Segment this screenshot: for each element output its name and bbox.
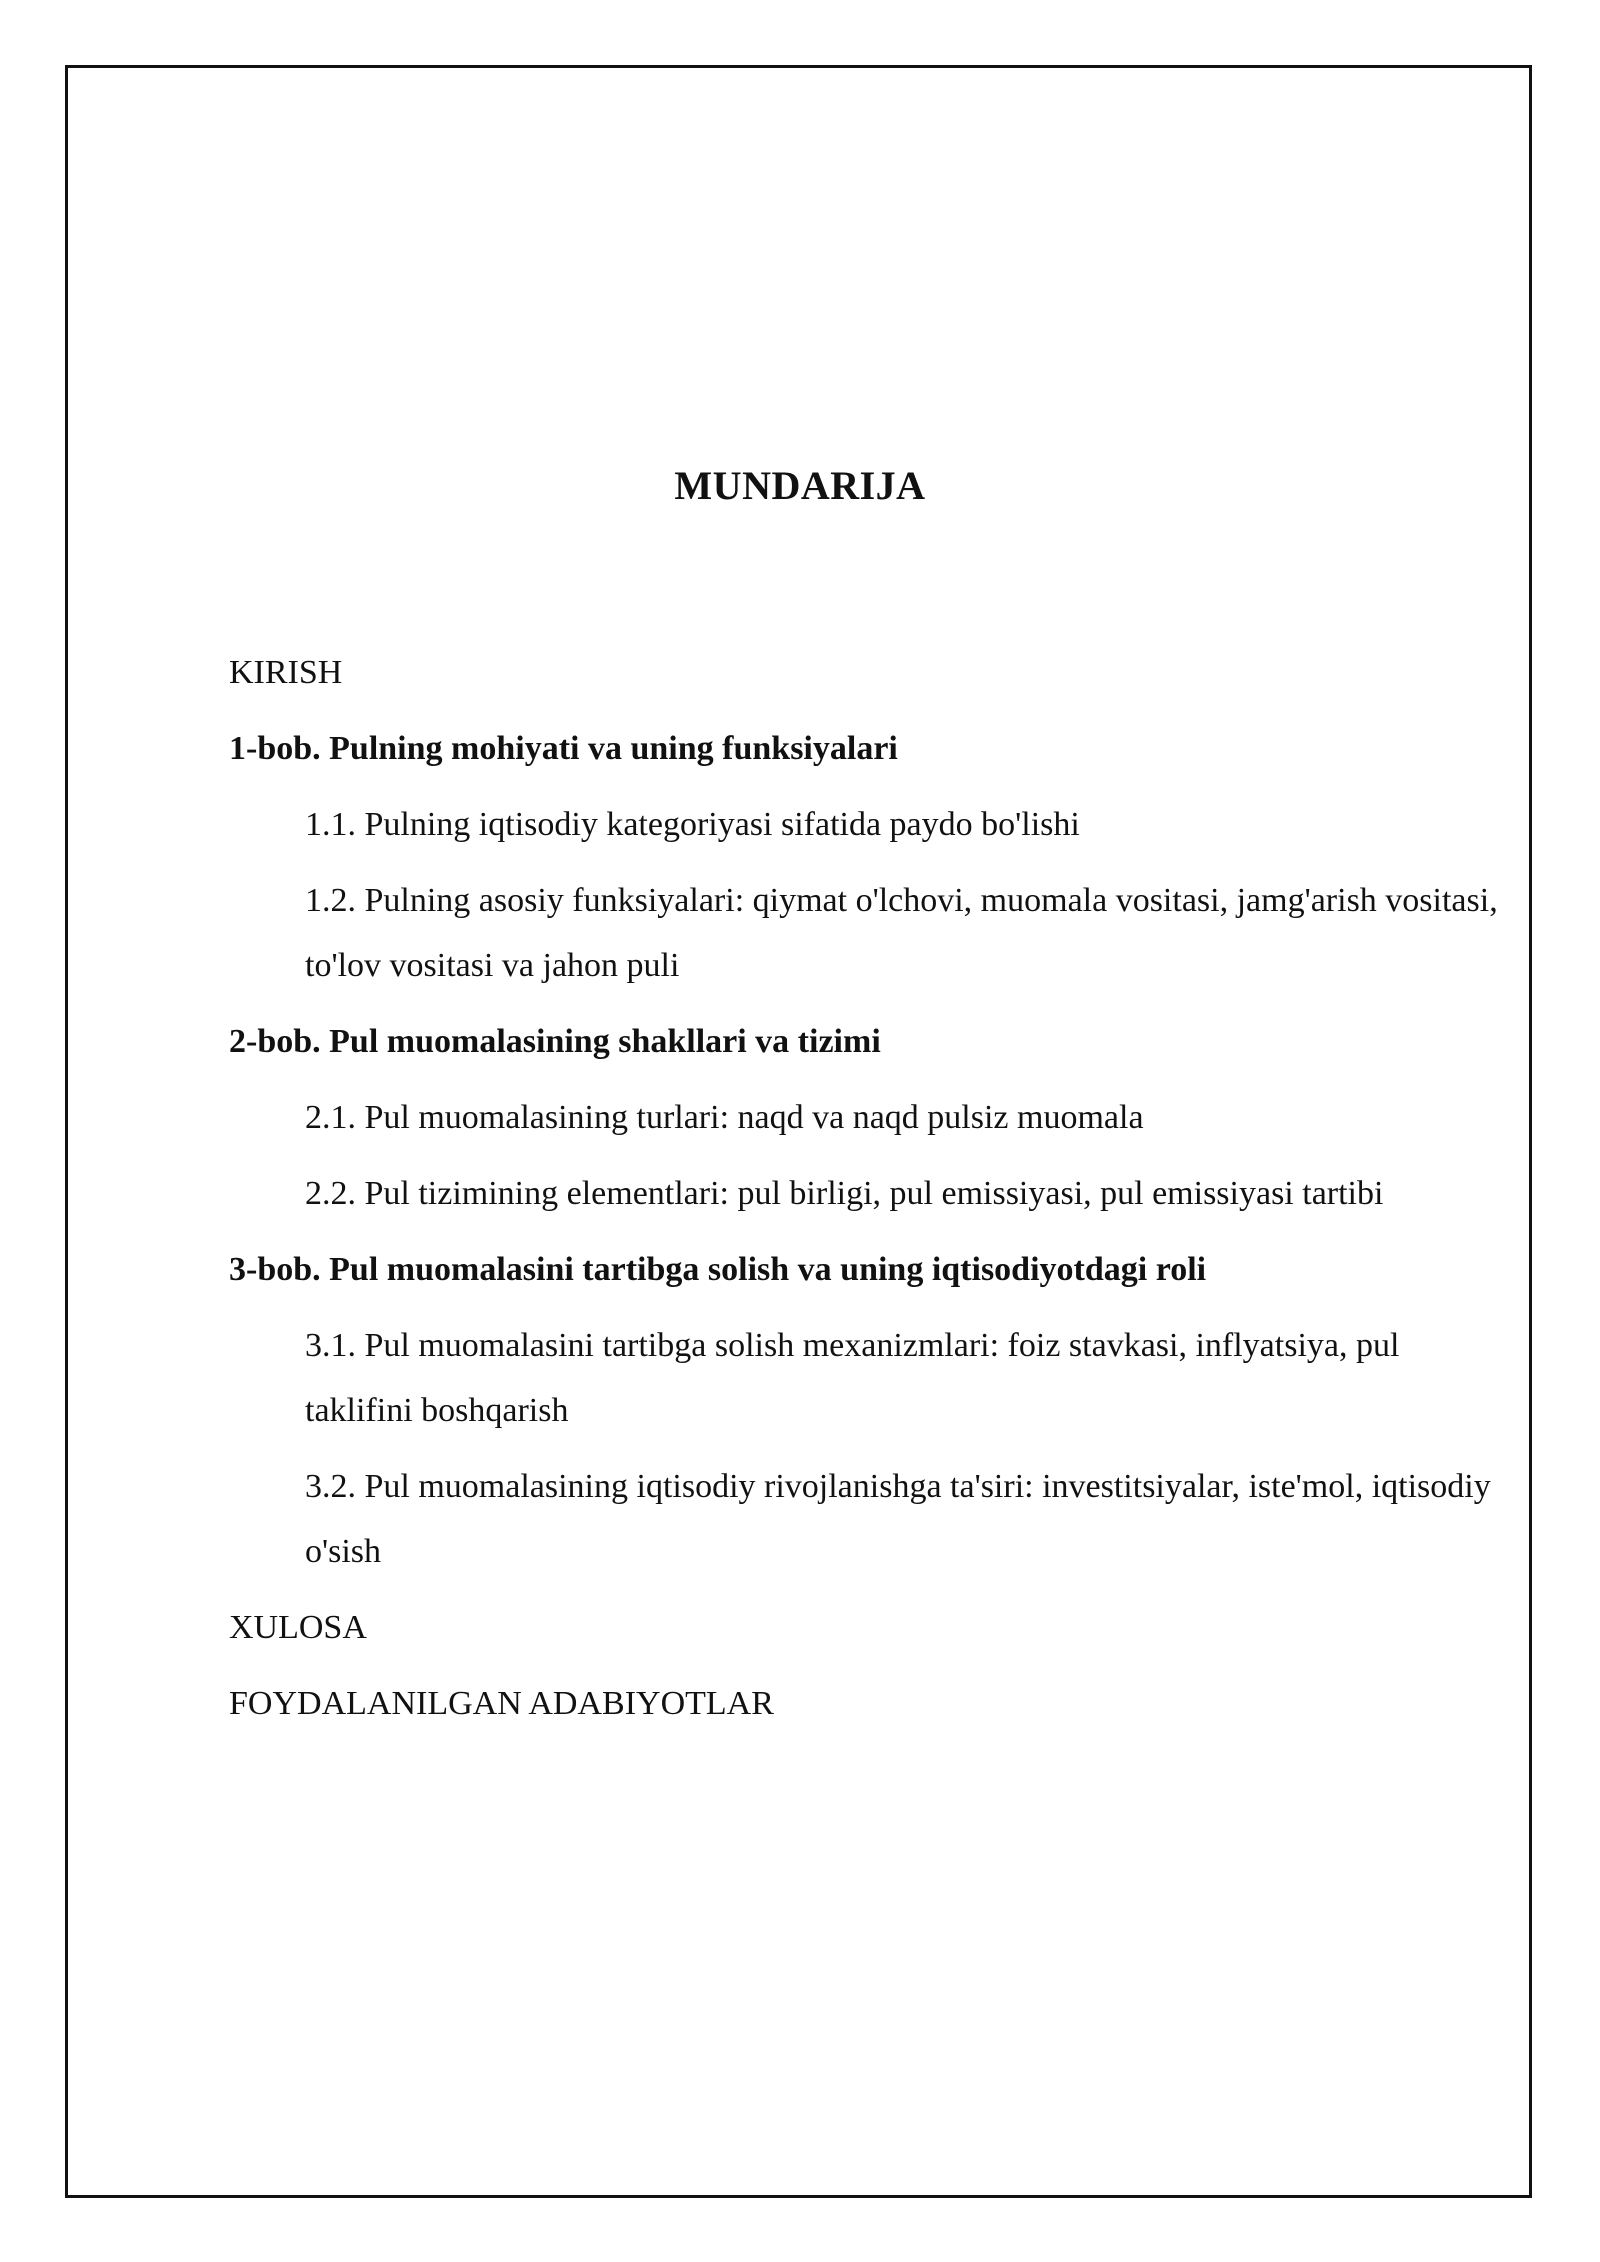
toc-section-2-1: 2.1. Pul muomalasining turlari: naqd va naqd pulsiz muomala bbox=[305, 1099, 1144, 1136]
toc-section-1-2: 1.2. Pulning asosiy funksiyalari: qiymat o'lchovi, muomala vositasi, jamg'arish vositasi, to'lov vositasi va jahon puli bbox=[305, 882, 1498, 984]
toc-entry-introduction: KIRISH bbox=[229, 654, 343, 691]
toc-chapter-2: 2-bob. Pul muomalasining shakllari va tizimi bbox=[229, 1023, 881, 1060]
toc-section-1-1: 1.1. Pulning iqtisodiy kategoriyasi sifatida paydo bo'lishi bbox=[305, 806, 1080, 843]
toc-entry-references: FOYDALANILGAN ADABIYOTLAR bbox=[229, 1685, 774, 1722]
table-of-contents bbox=[229, 640, 1499, 1747]
toc-entry-conclusion: XULOSA bbox=[229, 1609, 367, 1646]
toc-chapter-1: 1-bob. Pulning mohiyati va uning funksiyalari bbox=[229, 730, 898, 767]
toc-chapter-3: 3-bob. Pul muomalasini tartibga solish va uning iqtisodiyotdagi roli bbox=[229, 1251, 1207, 1288]
page-title: MUNDARIJA bbox=[674, 463, 926, 508]
toc-section-2-2: 2.2. Pul tizimining elementlari: pul birligi, pul emissiyasi, pul emissiyasi tartibi bbox=[305, 1175, 1384, 1212]
toc-section-3-2: 3.2. Pul muomalasining iqtisodiy rivojlanishga ta'siri: investitsiyalar, iste'mol, iqtisodiy o'sish bbox=[305, 1468, 1491, 1570]
toc-section-3-1: 3.1. Pul muomalasini tartibga solish mexanizmlari: foiz stavkasi, inflyatsiya, pul taklifini boshqarish bbox=[305, 1327, 1400, 1429]
